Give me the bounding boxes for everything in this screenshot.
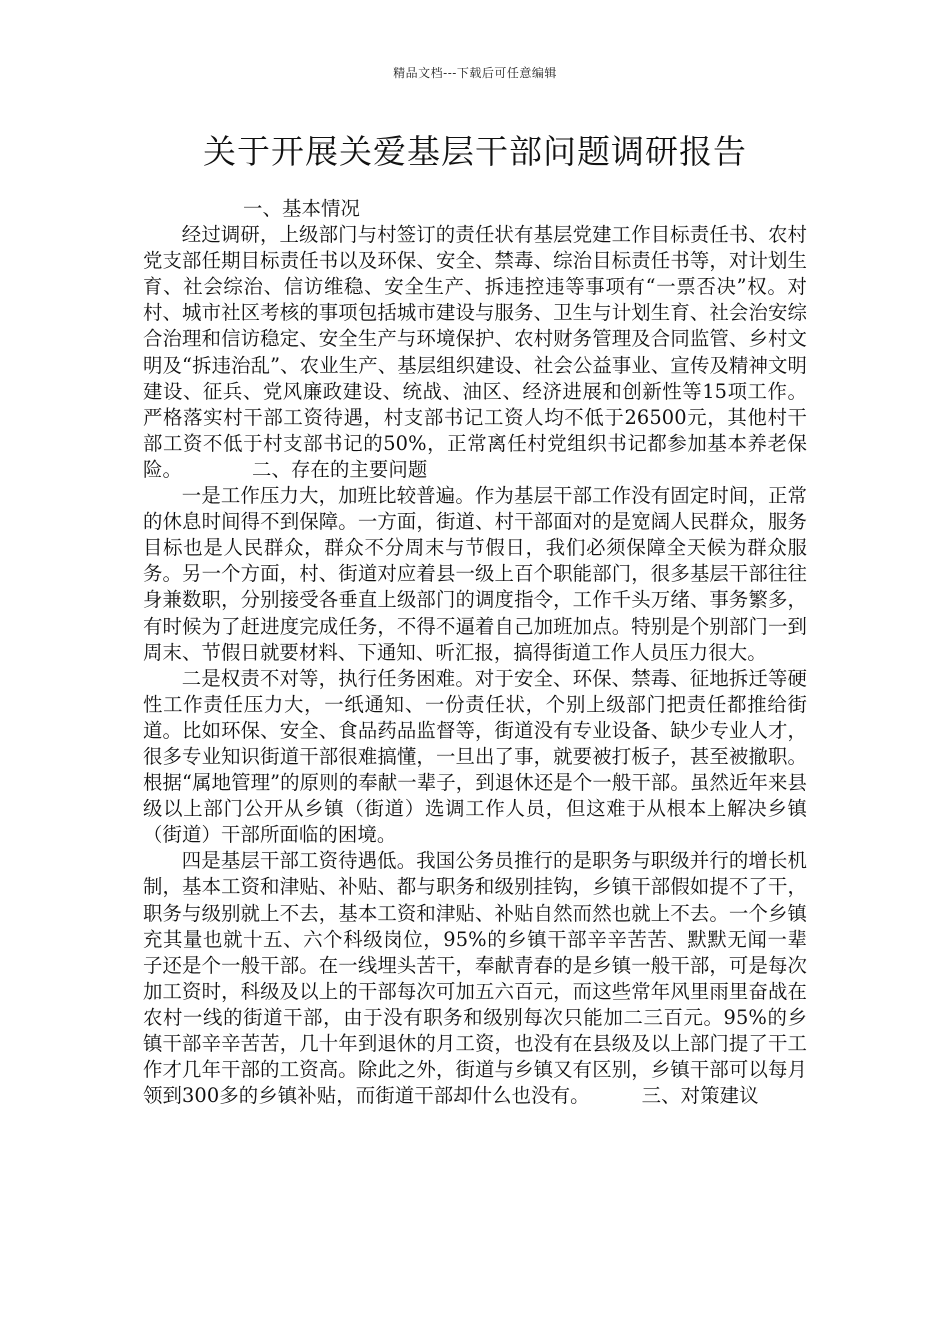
paragraph-low-salary [143,848,807,1109]
paragraph-basic-situation [143,222,807,483]
header-note: 精品文档---下载后可任意编辑 [393,66,557,80]
section-heading-basic-situation: 一、基本情况 [243,197,360,220]
section-heading-main-problems: 二、存在的主要问题 [251,457,428,481]
document-body [143,196,807,1109]
paragraph-rights-responsibilities: 二是权责不对等，执行任务困难。对于安全、环保、禁毒、征地拆迁等硬性工作责任压力大，一纸通知、一份责任状，个别上级部门把责任都推给街道。比如环保、安全、食品药品监督等，街道没有专业设备、缺少专业人才，很多专业知识街道干部很难搞懂，一旦出了事，就要被打板子，甚至被撤职。根据“属地管理”的原则的奉献一辈子，到退休还是个一般干部。虽然近年来县级以上部门公开从乡镇（街道）选调工作人员，但这难于从根本上解决乡镇（街道）干部所面临的困境。 [143,666,807,847]
paragraph-text: 四是基层干部工资待遇低。我国公务员推行的是职务与职级并行的增长机制，基本工资和津贴、补贴、都与职务和级别挂钩，乡镇干部假如提不了干，职务与级别就上不去，基本工资和津贴、补贴自然而然也就上不去。一个乡镇充其量也就十五、六个科级岗位，95%的乡镇干部辛辛苦苦、默默无闻一辈子还是个一般干部。在一线埋头苦干，奉献青春的是乡镇一般干部，可是每次加工资时，科级及以上的干部每次可加五六百元，而这些常年风里雨里奋战在农村一线的街道干部，由于没有职务和级别每次只能加二三百元。95%的乡镇干部辛辛苦苦，几十年到退休的月工资，也没有在县级及以上部门提了干工作才几年干部的工资高。除此之外，街道与乡镇又有区别，乡镇干部可以每月领到300多的乡镇补贴，而街道干部却什么也没有。 [143,849,807,1108]
paragraph-text: 经过调研，上级部门与村签订的责任状有基层党建工作目标责任书、农村党支部任期目标责任书以及环保、安全、禁毒、综治目标责任书等，对计划生育、社会综治、信访维稳、安全生产、拆违控违等事项有“一票否决”权。对村、城市社区考核的事项包括城市建设与服务、卫生与计划生育、社会治安综合治理和信访稳定、安全生产与环境保护、农村财务管理及合同监管、乡村文明及“拆违治乱”、农业生产、基层组织建设、社会公益事业、宣传及精神文明建设、征兵、党风廉政建设、统战、油区、经济进展和创新性等15项工作。严格落实村干部工资待遇，村支部书记工资人均不低于26500元，其他村干部工资不低于村支部书记的50%，正常离任村党组织书记都参加基本养老保险。 [143,223,807,481]
document-title: 关于开展关爱基层干部问题调研报告 [203,132,747,171]
paragraph-work-pressure: 一是工作压力大，加班比较普遍。作为基层干部工作没有固定时间，正常的休息时间得不到保障。一方面，街道、村干部面对的是宽阔人民群众，服务目标也是人民群众，群众不分周末与节假日，我们必须保障全天候为群众服务。另一个方面，村、街道对应着县一级上百个职能部门，很多基层干部往往身兼数职，分别接受各垂直上级部门的调度指令，工作千头万绪、事务繁多，有时候为了赶进度完成任务，不得不逼着自己加班加点。特别是个别部门一到周末、节假日就要材料、下通知、听汇报，搞得街道工作人员压力很大。 [143,484,807,664]
section-heading-countermeasures: 三、对策建议 [641,1084,759,1108]
